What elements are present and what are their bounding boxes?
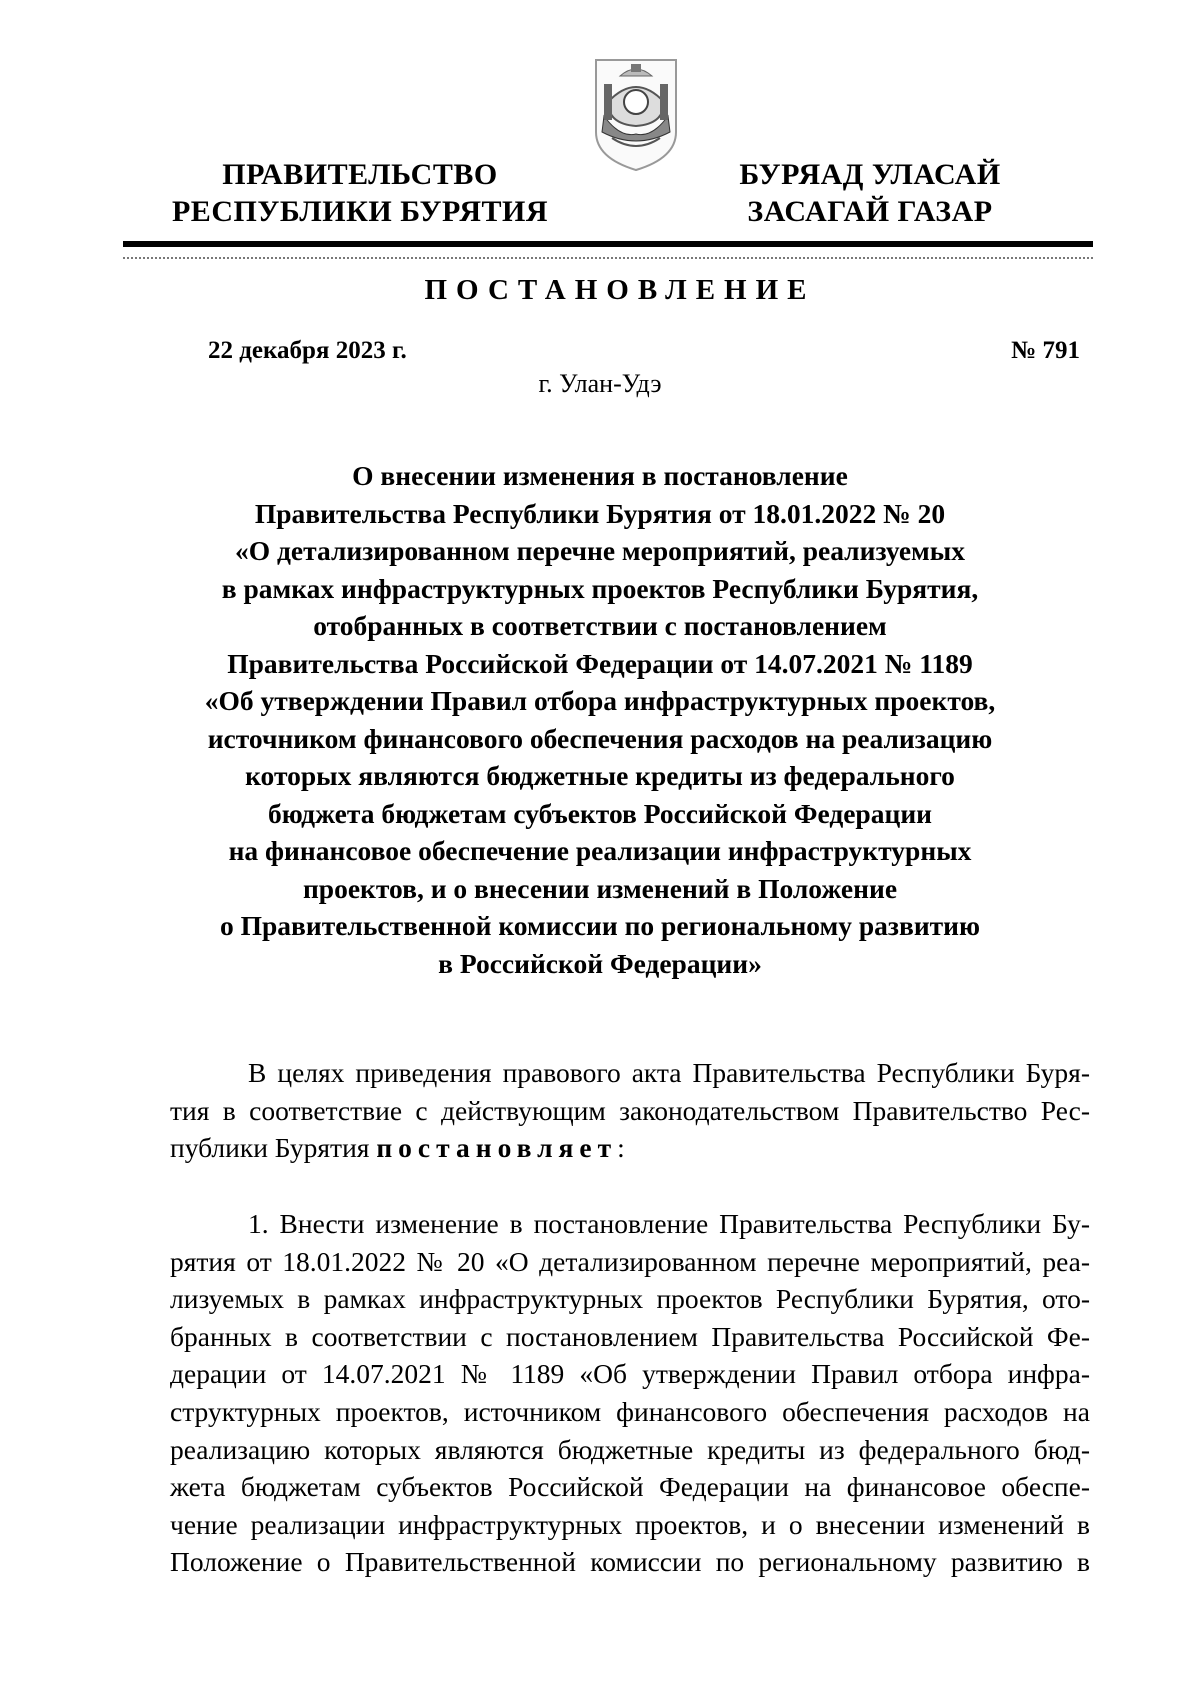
item-1-line: реализацию которых являются бюджетные кредиты из федерального бюд-: [170, 1433, 1090, 1465]
header-left-line2: РЕСПУБЛИКИ БУРЯТИЯ: [171, 195, 549, 228]
item-1-line: лизуемых в рамках инфраструктурных проектов Республики Бурятия, ото-: [170, 1283, 1090, 1315]
title-line: на финансовое обеспечение реализации инфраструктурных: [228, 835, 972, 866]
coat-of-arms-icon: [590, 54, 682, 174]
title-line: проектов, и о внесении изменений в Положение: [302, 872, 898, 904]
document-title: [100, 457, 1100, 982]
title-line: «Об утверждении Правил отбора инфраструктурных проектов,: [204, 685, 996, 716]
title-line: бюджета бюджетам субъектов Российской Федерации: [267, 797, 933, 829]
preamble-line: [170, 1129, 1090, 1167]
title-line: Правительства Российской Федерации от 14.07.2021 № 1189: [227, 647, 973, 679]
title-line: «О детализированном перечне мероприятий, реализуемых: [234, 535, 965, 566]
title-line: источником финансового обеспечения расходов на реализацию: [207, 722, 993, 754]
header-left: [170, 156, 550, 230]
document-city: г. Улан-Удэ: [538, 369, 662, 398]
item-1-line: чение реализации инфраструктурных проектов, и о внесении изменений в: [170, 1508, 1090, 1540]
item-1-paragraph: [170, 1205, 1090, 1581]
preamble-line: В целях приведения правового акта Правительства Республики Буря-: [248, 1057, 1090, 1088]
title-line: в Российской Федерации»: [438, 947, 762, 979]
title-line: о Правительственной комиссии по региональному развитию: [219, 910, 981, 941]
header-left-line1: ПРАВИТЕЛЬСТВО: [222, 158, 498, 191]
header-divider: [123, 241, 1093, 247]
header-divider-dotted: [123, 257, 1093, 259]
title-line: отобранных в соответствии с постановлением: [313, 610, 887, 641]
item-1-line: рятия от 18.01.2022 № 20 «О детализированном перечне мероприятий, реа-: [170, 1245, 1090, 1277]
document-date: 22 декабря 2023 г.: [208, 337, 407, 364]
title-line: О внесении изменения в постановление: [352, 460, 848, 491]
header-right-line2: ЗАСАГАЙ ГАЗАР: [747, 195, 993, 228]
title-line: Правительства Республики Бурятия от 18.01.2022 № 20: [254, 497, 946, 529]
decree-verb: постановляет: [376, 1132, 618, 1164]
preamble-colon: :: [617, 1132, 625, 1164]
document-number: № 791: [1011, 337, 1080, 364]
item-1-line: Положение о Правительственной комиссии по региональному развитию в: [170, 1546, 1090, 1578]
preamble-line: тия в соответствие с действующим законодательством Правительство Рес-: [170, 1094, 1090, 1126]
item-1-line: жета бюджетам субъектов Российской Федерации на финансовое обеспе-: [170, 1471, 1090, 1503]
item-1-line: бранных в соответствии с постановлением Правительства Российской Фе-: [170, 1320, 1090, 1352]
preamble-paragraph: [170, 1054, 1090, 1167]
document-type: ПОСТАНОВЛЕНИЕ: [424, 274, 816, 306]
title-line: в рамках инфраструктурных проектов Республики Бурятия,: [221, 572, 979, 604]
title-line: которых являются бюджетные кредиты из федерального: [245, 760, 955, 791]
item-1-line: дерации от 14.07.2021 № 1189 «Об утверждении Правил отбора инфра-: [170, 1358, 1090, 1390]
item-1-line: структурных проектов, источником финансового обеспечения расходов на: [170, 1395, 1090, 1427]
preamble-line-text: публики Бурятия: [170, 1132, 377, 1164]
header-right-line1: БУРЯАД УЛАСАЙ: [739, 158, 1001, 191]
item-1-line: 1. Внести изменение в постановление Правительства Республики Бу-: [248, 1208, 1090, 1239]
header-right: [720, 156, 1020, 230]
